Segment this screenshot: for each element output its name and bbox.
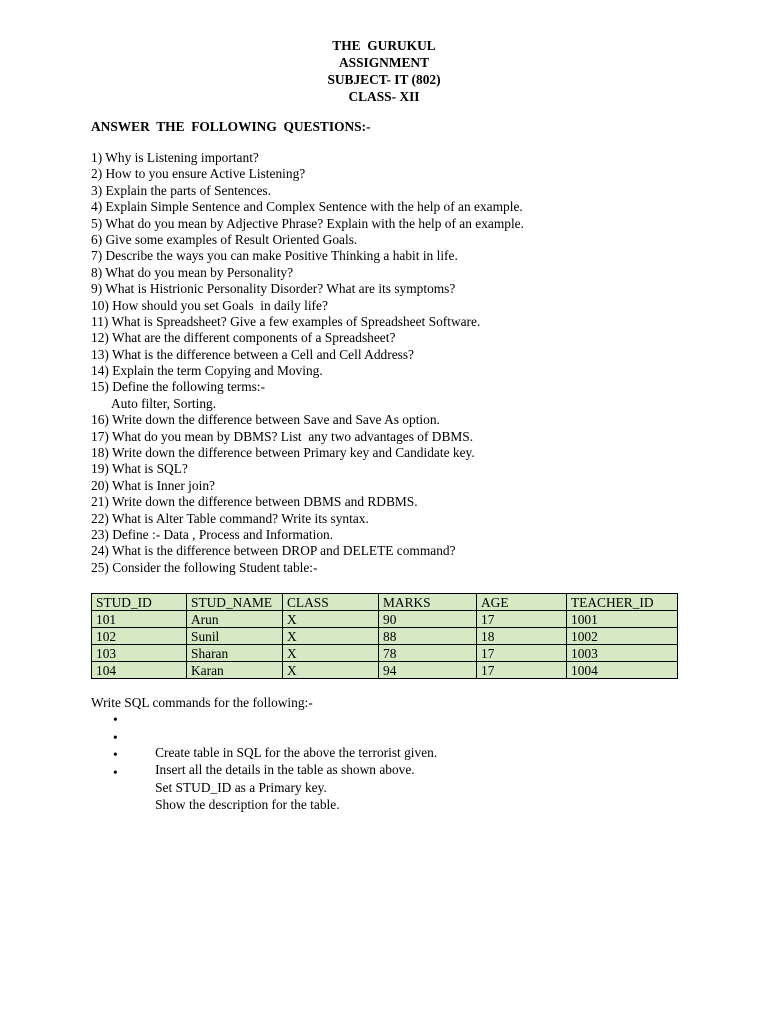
sql-task-text: Show the description for the table. (155, 797, 340, 813)
sql-instructions-heading: Write SQL commands for the following:- (91, 695, 313, 710)
column-header: STUD_NAME (187, 594, 283, 611)
question-item: 10) How should you set Goals in daily life? (91, 297, 328, 313)
table-cell: 1004 (567, 662, 678, 679)
question-item: 13) What is the difference between a Cell and Cell Address? (91, 346, 415, 362)
table-cell: Karan (187, 662, 283, 679)
column-header: MARKS (379, 594, 477, 611)
question-item: 1) Why is Listening important? (91, 150, 259, 165)
column-header: AGE (477, 594, 567, 611)
table-cell: 104 (92, 662, 187, 679)
class-line: CLASS- XII (348, 89, 420, 104)
table-cell: Arun (187, 611, 283, 628)
table-cell: 101 (92, 611, 187, 628)
table-cell: 1001 (567, 611, 678, 628)
table-cell: 88 (379, 628, 477, 645)
table-cell: 94 (379, 662, 477, 679)
table-cell: 1003 (567, 645, 678, 662)
bullet-icon: • (113, 764, 118, 780)
question-item: 24) What is the difference between DROP and DELETE command? (91, 543, 456, 559)
question-item: 11) What is Spreadsheet? Give a few examples of Spreadsheet Software. (91, 313, 481, 329)
table-cell: 78 (379, 645, 477, 662)
question-item: 20) What is Inner join? (91, 477, 215, 493)
question-item: 16) Write down the difference between Save and Save As option. (91, 412, 440, 428)
question-item: 21) Write down the difference between DBMS and RDBMS. (91, 494, 418, 510)
table-cell: 90 (379, 611, 477, 628)
table-cell: 17 (477, 645, 567, 662)
table-row (92, 628, 678, 645)
column-header: STUD_ID (92, 594, 187, 611)
table-cell: X (283, 662, 379, 679)
question-list (91, 150, 524, 576)
question-item: 5) What do you mean by Adjective Phrase? Explain with the help of an example. (91, 215, 524, 231)
sql-task-list (91, 712, 438, 813)
table-cell: X (283, 611, 379, 628)
table-row (92, 662, 678, 679)
question-item: 6) Give some examples of Result Oriented Goals. (91, 231, 358, 247)
document-header (0, 37, 768, 105)
question-item: 23) Define :- Data , Process and Information. (91, 526, 334, 542)
table-cell: 103 (92, 645, 187, 662)
sql-task-text: Create table in SQL for the above the terrorist given. (155, 744, 438, 760)
question-item: 3) Explain the parts of Sentences. (91, 182, 271, 198)
table-cell: 102 (92, 628, 187, 645)
school-name: THE GURUKUL (332, 38, 436, 53)
question-item: 25) Consider the following Student table:- (91, 559, 318, 575)
table-header-row (92, 594, 678, 611)
question-item: 14) Explain the term Copying and Moving. (91, 363, 323, 379)
table-row (92, 611, 678, 628)
question-item: 4) Explain Simple Sentence and Complex Sentence with the help of an example. (91, 199, 523, 215)
table-cell: 18 (477, 628, 567, 645)
table-cell: 17 (477, 662, 567, 679)
question-item: 7) Describe the ways you can make Positive Thinking a habit in life. (91, 248, 458, 264)
table-cell: 17 (477, 611, 567, 628)
table-cell: X (283, 628, 379, 645)
sql-task-text: Set STUD_ID as a Primary key. (155, 779, 327, 795)
question-item: 15) Define the following terms:- (91, 379, 266, 395)
question-item: 18) Write down the difference between Primary key and Candidate key. (91, 445, 475, 461)
question-item: 17) What do you mean by DBMS? List any two advantages of DBMS. (91, 428, 474, 444)
question-item: 8) What do you mean by Personality? (91, 264, 294, 280)
question-item: 9) What is Histrionic Personality Disorder? What are its symptoms? (91, 281, 456, 297)
question-item: 12) What are the different components of a Spreadsheet? (91, 330, 396, 346)
question-subitem: Auto filter, Sorting. (111, 395, 217, 411)
bullet-icon: • (113, 729, 118, 745)
instruction-heading: ANSWER THE FOLLOWING QUESTIONS:- (91, 119, 371, 134)
table-cell: X (283, 645, 379, 662)
question-item: 2) How to you ensure Active Listening? (91, 166, 306, 182)
question-item: 19) What is SQL? (91, 461, 188, 477)
table-cell: 1002 (567, 628, 678, 645)
table-cell: Sunil (187, 628, 283, 645)
column-header: CLASS (283, 594, 379, 611)
question-item: 22) What is Alter Table command? Write its syntax. (91, 510, 369, 526)
column-header: TEACHER_ID (567, 594, 678, 611)
bullet-icon: • (113, 747, 118, 762)
table-cell: Sharan (187, 645, 283, 662)
document-type: ASSIGNMENT (338, 55, 430, 70)
sql-task-item (91, 712, 438, 760)
student-table (91, 593, 678, 679)
bullet-icon: • (113, 712, 118, 727)
sql-task-text: Insert all the details in the table as shown above. (155, 762, 415, 778)
table-row (92, 645, 678, 662)
subject-line: SUBJECT- IT (802) (327, 72, 441, 87)
